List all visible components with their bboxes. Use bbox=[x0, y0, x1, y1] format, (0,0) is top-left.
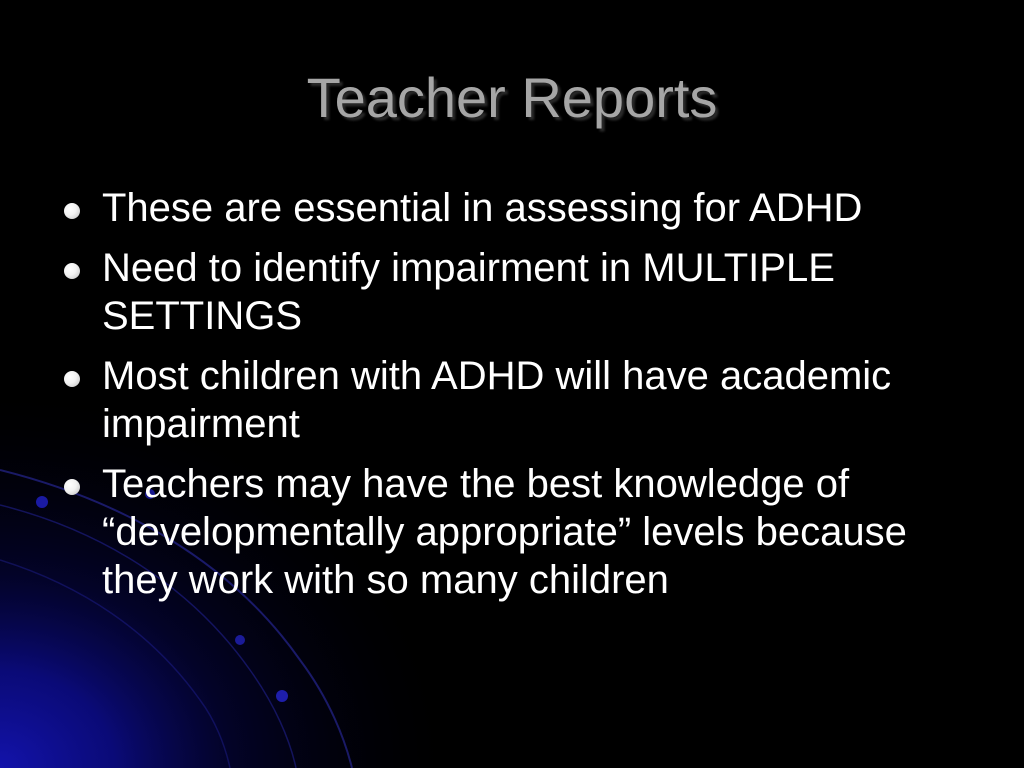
bullet-text: Teachers may have the best knowledge of “developmentally appropriate” levels because they work with so many children bbox=[102, 462, 907, 602]
bullet-item bbox=[62, 244, 982, 340]
bullet-text: Need to identify impairment in MULTIPLE SETTINGS bbox=[102, 246, 835, 338]
bullet-dot-icon bbox=[64, 203, 80, 219]
bullet-dot-icon bbox=[64, 479, 80, 495]
bullet-text: Most children with ADHD will have academic impairment bbox=[102, 354, 892, 446]
bullet-list bbox=[62, 184, 982, 616]
bullet-item bbox=[62, 184, 982, 232]
bullet-item bbox=[62, 460, 982, 604]
bullet-text: These are essential in assessing for ADHD bbox=[102, 186, 863, 230]
bullet-item bbox=[62, 352, 982, 448]
bullet-dot-icon bbox=[64, 263, 80, 279]
bullet-dot-icon bbox=[64, 371, 80, 387]
slide-title: Teacher Reports bbox=[306, 66, 718, 129]
